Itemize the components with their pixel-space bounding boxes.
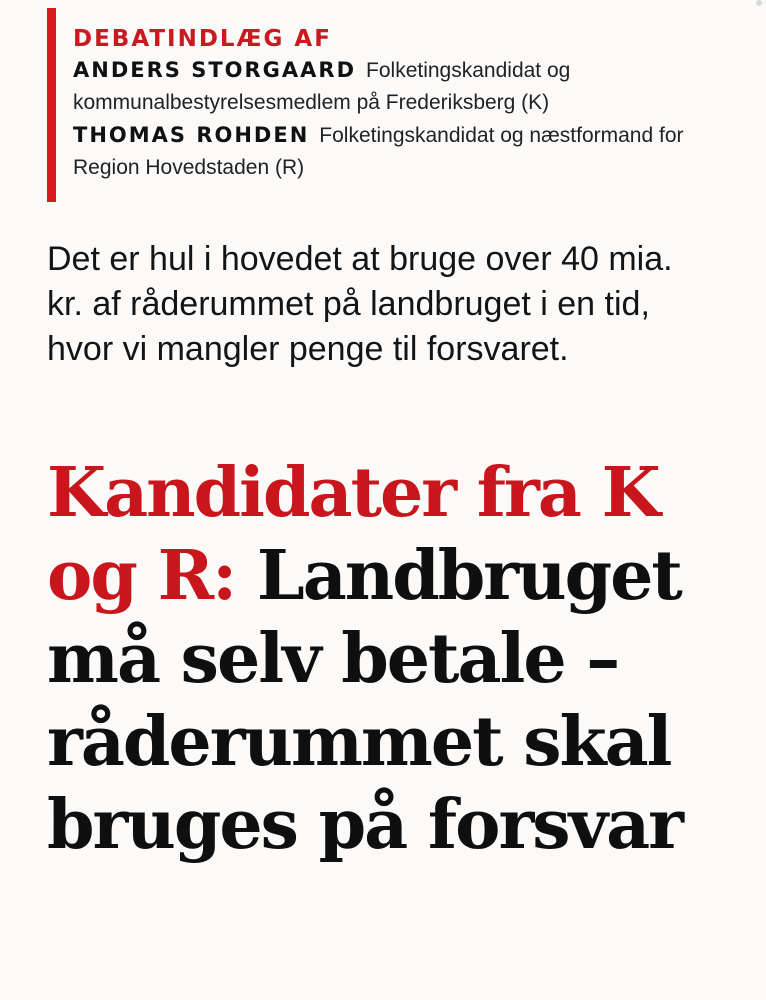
headline-title: Landbruget må selv betale – råderummet skal bruges på forsvar <box>47 536 682 865</box>
byline-kicker: DEBATINDLÆG AF <box>73 26 332 52</box>
author-1-role: Folketingskandidat og kommunalbestyrelsesmedlem på Frederiksberg (K) <box>73 59 571 114</box>
author-1 <box>73 54 727 119</box>
lead-paragraph: Det er hul i hovedet at bruge over 40 mia. kr. af råderummet på landbruget i en tid, hvor vi mangler penge til forsvaret. <box>47 240 673 368</box>
article-headline <box>47 452 727 867</box>
author-2-name: THOMAS ROHDEN <box>73 123 310 147</box>
scroll-indicator <box>756 0 762 6</box>
byline-box <box>47 8 727 202</box>
author-2-role: Folketingskandidat og næstformand for Region Hovedstaden (R) <box>73 124 684 179</box>
headline-prefix: Kandidater fra K og R: <box>47 453 659 616</box>
author-2 <box>73 119 727 184</box>
author-1-name: ANDERS STORGAARD <box>73 58 357 82</box>
